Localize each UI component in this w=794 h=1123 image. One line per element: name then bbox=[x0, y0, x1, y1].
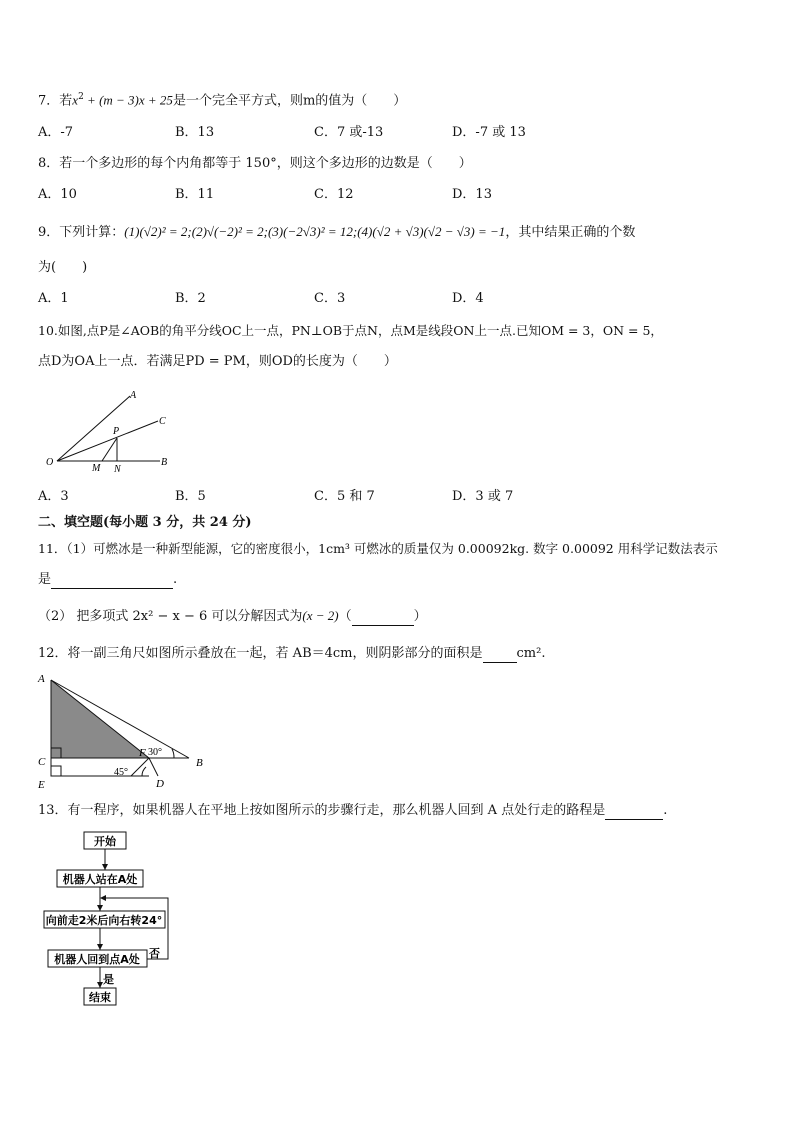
q9-option-b: B．2 bbox=[175, 291, 206, 306]
q13-flowchart bbox=[40, 826, 180, 1010]
q8-option-a: A．10 bbox=[38, 187, 77, 202]
fig12-angle-45: 45° bbox=[114, 767, 128, 778]
q12-triangle-figure bbox=[34, 670, 214, 792]
q9-stem-line2: 为( ) bbox=[38, 260, 88, 275]
q9-stem: 9．下列计算：(1)(√2)² = 2;(2)√(−2)² = 2;(3)(−2√3)² = 12;(4)(√2 + √3)(√2 − √3) = −1，其中结果正确的个数 bbox=[38, 224, 636, 240]
flow-yes-label: 是 bbox=[103, 973, 114, 986]
q11-part1-line1: 11．（1）可燃冰是一种新型能源，它的密度很小，1cm³ 可燃冰的质量仅为 0.00092kg. 数字 0.00092 用科学记数法表示 bbox=[38, 541, 718, 556]
q9-item-2: (2)√(−2)² = 2; bbox=[191, 224, 268, 239]
q12-stem: 12．将一副三角尺如图所示叠放在一起，若 AB＝4cm，则阴影部分的面积是 cm². bbox=[38, 646, 546, 661]
fig10-label-a: A bbox=[130, 390, 137, 401]
q9-option-a: A．1 bbox=[38, 291, 69, 306]
fig10-label-p: P bbox=[113, 426, 120, 437]
q9-item-3: (3)(−2√3)² = 12; bbox=[267, 224, 358, 239]
q8-stem: 8．若一个多边形的每个内角都等于 150°，则这个多边形的边数是（ ） bbox=[38, 156, 472, 171]
q13-answer-blank[interactable] bbox=[605, 805, 663, 820]
fig12-label-e: E bbox=[38, 779, 45, 791]
q10-option-a: A．3 bbox=[38, 489, 69, 504]
q11-part2: （2） 把多项式 2x² − x − 6 可以分解因式为(x − 2)（ ） bbox=[38, 608, 427, 624]
q9-item-4: (4)(√2 + √3)(√2 − √3) = −1 bbox=[357, 224, 506, 239]
q10-option-d: D．3 或 7 bbox=[452, 489, 514, 504]
fig10-label-m: M bbox=[92, 463, 101, 474]
q13-stem: 13．有一程序，如果机器人在平地上按如图所示的步骤行走，那么机器人回到 A 点处行走的路程是 . bbox=[38, 803, 668, 818]
q7-option-a: A．-7 bbox=[38, 125, 74, 140]
fig12-angle-30: 30° bbox=[148, 747, 162, 758]
flow-end: 结束 bbox=[89, 991, 111, 1004]
fig12-label-f: F bbox=[139, 747, 146, 759]
flow-start: 开始 bbox=[94, 835, 116, 848]
q10-stem-line1: 10.如图,点P是∠AOB的角平分线OC上一点，PN⊥OB于点N，点M是线段ON上一点.已知OM = 3，ON = 5， bbox=[38, 323, 663, 338]
q11-part1-line2: 是 . bbox=[38, 572, 178, 587]
fig10-label-c: C bbox=[159, 416, 166, 427]
fig10-label-n: N bbox=[114, 464, 121, 475]
q10-option-b: B．5 bbox=[175, 489, 206, 504]
q8-option-c: C．12 bbox=[314, 187, 354, 202]
q7-option-c: C．7 或-13 bbox=[314, 125, 384, 140]
fig12-label-c: C bbox=[38, 756, 46, 768]
q10-angle-figure bbox=[40, 386, 190, 476]
q11-answer-blank-2[interactable] bbox=[352, 611, 414, 626]
fig12-label-d: D bbox=[156, 778, 164, 790]
flow-step3: 机器人回到点A处 bbox=[54, 953, 140, 966]
fig10-label-b: B bbox=[161, 457, 168, 468]
q11-answer-blank-1[interactable] bbox=[51, 574, 173, 589]
q12-answer-blank[interactable] bbox=[483, 648, 517, 663]
q9-item-1: (1)(√2)² = 2; bbox=[124, 224, 192, 239]
fig10-label-o: O bbox=[46, 457, 54, 468]
q9-option-c: C．3 bbox=[314, 291, 346, 306]
q10-option-c: C．5 和 7 bbox=[314, 489, 375, 504]
flow-step1: 机器人站在A处 bbox=[62, 873, 138, 886]
q8-option-b: B．11 bbox=[175, 187, 215, 202]
q7-stem: 7．若$x^2 + (m - 3)x + 25$是一个完全平方式，则m的值为（ ） bbox=[38, 92, 407, 109]
q7-option-d: D．-7 或 13 bbox=[452, 125, 526, 140]
q9-option-d: D．4 bbox=[452, 291, 484, 306]
fig12-label-b: B bbox=[196, 757, 203, 769]
flow-step2: 向前走2米后向右转24° bbox=[45, 914, 163, 927]
q7-option-b: B．13 bbox=[175, 125, 215, 140]
section-title: 二、填空题(每小题 3 分，共 24 分) bbox=[38, 515, 252, 530]
fig12-label-a: A bbox=[38, 673, 45, 685]
q8-option-d: D．13 bbox=[452, 187, 492, 202]
q10-stem-line2: 点D为OA上一点．若满足PD = PM，则OD的长度为（ ） bbox=[38, 354, 397, 369]
flow-no-label: 否 bbox=[149, 947, 160, 960]
